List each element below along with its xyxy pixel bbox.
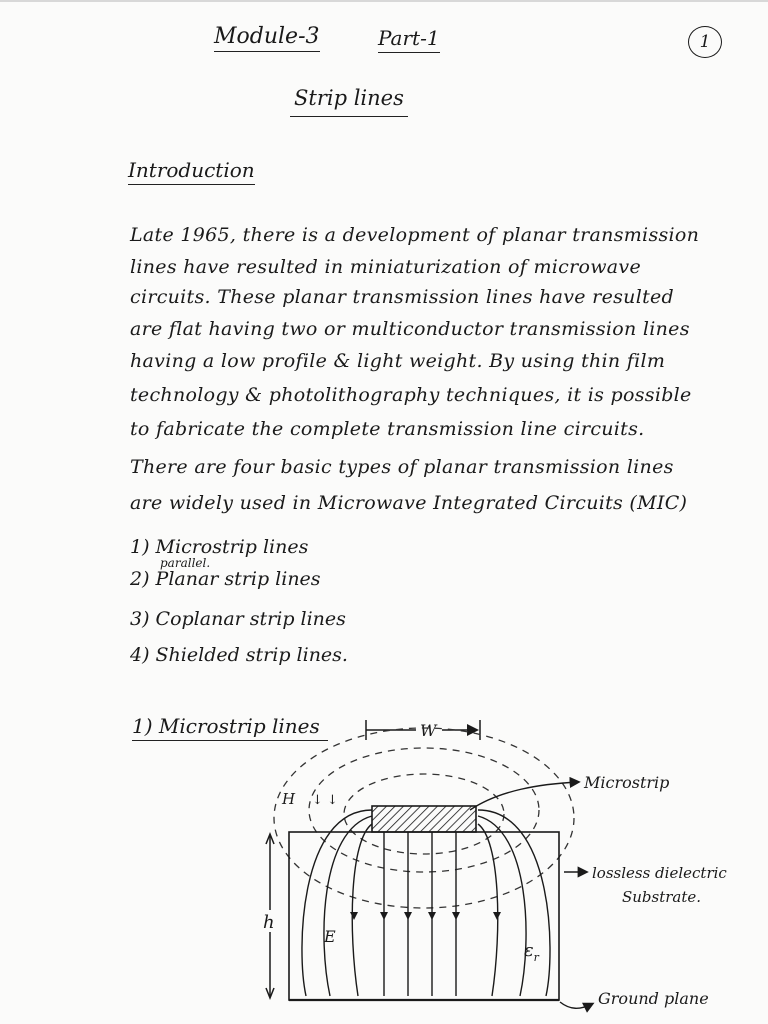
e-field-label: E bbox=[324, 927, 336, 946]
microstrip-label: Microstrip bbox=[584, 773, 670, 792]
width-label: W bbox=[420, 721, 437, 740]
ground-callout bbox=[560, 1002, 592, 1008]
e-field-lines bbox=[302, 810, 550, 996]
e-field-arrows bbox=[350, 912, 501, 920]
paragraph-line: are flat having two or multiconductor transmission lines bbox=[130, 318, 690, 340]
dielectric-substrate bbox=[289, 832, 559, 1000]
page-top-edge bbox=[0, 0, 768, 2]
part-label: Part-1 bbox=[378, 26, 440, 53]
h-field-mark: ↓ ↓ bbox=[312, 793, 338, 808]
subsection-heading: 1) Microstrip lines bbox=[132, 714, 328, 741]
list-item: 3) Coplanar strip lines bbox=[130, 608, 346, 630]
ground-label: Ground plane bbox=[598, 989, 709, 1008]
paragraph-line: to fabricate the complete transmission line circuits. bbox=[130, 418, 645, 440]
section-heading: Introduction bbox=[128, 158, 255, 185]
paragraph-line: Late 1965, there is a development of planar transmission bbox=[130, 224, 700, 246]
list-item: 2) Planar strip lines bbox=[130, 568, 321, 590]
page-number: 1 bbox=[688, 26, 722, 58]
paragraph-line: technology & photolithography techniques, it is possible bbox=[130, 384, 692, 406]
list-correction-note: parallel. bbox=[160, 556, 211, 570]
page-title: Strip lines bbox=[290, 86, 408, 117]
height-label: h bbox=[263, 912, 275, 933]
paragraph-line: are widely used in Microwave Integrated Circuits (MIC) bbox=[130, 492, 688, 514]
microstrip-callout bbox=[470, 782, 578, 810]
microstrip-conductor bbox=[372, 806, 476, 832]
paragraph-line: lines have resulted in miniaturization of microwave bbox=[130, 256, 641, 278]
permittivity-label: $\varepsilon_r$ bbox=[524, 940, 539, 964]
paragraph-line: having a low profile & light weight. By using thin film bbox=[130, 350, 666, 372]
paragraph-line: circuits. These planar transmission lines have resulted bbox=[130, 286, 675, 308]
list-item: 1) Microstrip lines bbox=[130, 536, 309, 558]
microstrip-diagram bbox=[0, 700, 768, 1024]
paragraph-line: There are four basic types of planar transmission lines bbox=[130, 456, 674, 478]
substrate-label-line2: Substrate. bbox=[622, 888, 702, 906]
substrate-label-line1: lossless dielectric bbox=[592, 864, 727, 882]
module-label: Module-3 bbox=[214, 24, 320, 52]
h-field-label: H bbox=[282, 790, 296, 808]
list-item: 4) Shielded strip lines. bbox=[130, 644, 348, 666]
